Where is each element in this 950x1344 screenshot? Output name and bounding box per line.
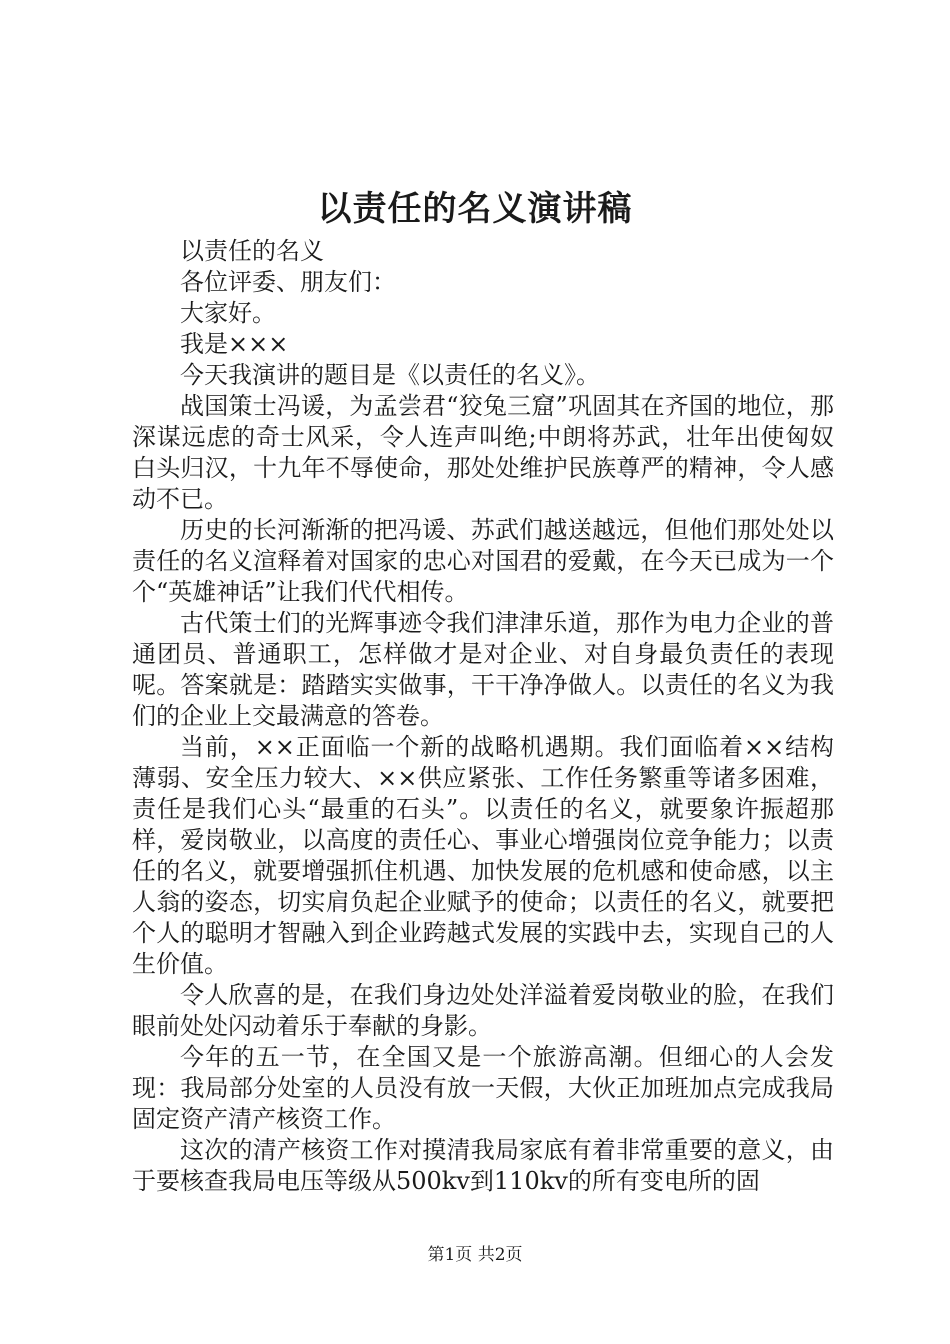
paragraph: 今天我演讲的题目是《以责任的名义》。 xyxy=(180,361,600,389)
paragraph: 大家好。 xyxy=(180,299,276,327)
paragraph: 各位评委、朋友们： xyxy=(180,268,396,296)
paragraph: 当前，××正面临一个新的战略机遇期。我们面临着××结构薄弱、安全压力较大、××供应紧张、工作任务繁重等诸多困难，责任是我们心头“最重的石头”。以责任的名义，就要象许振超那样，爱岗敬业，以高度的责任心、事业心增强岗位竞争能力；以责任的名义，就要增强抓住机遇、加快发展的危机感和使命感，以主人翁的姿态，切实肩负起企业赋予的使命；以责任的名义，就要把个人的聪明才智融入到企业跨越式发展的实践中去，实现自己的人生价值。 xyxy=(132,733,834,978)
document-title: 以责任的名义演讲稿 xyxy=(317,189,633,229)
paragraph: 战国策士冯谖，为孟尝君“狡兔三窟”巩固其在齐国的地位，那深谋远虑的奇士风采，令人连声叫绝;中朗将苏武，壮年出使匈奴白头归汉，十九年不辱使命，那处处维护民族尊严的精神，令人感动不已。 xyxy=(132,392,834,513)
paragraph: 以责任的名义 xyxy=(180,237,324,265)
paragraph: 今年的五一节，在全国又是一个旅游高潮。但细心的人会发现：我局部分处室的人员没有放一天假，大伙正加班加点完成我局固定资产清产核资工作。 xyxy=(132,1043,834,1133)
paragraph: 我是××× xyxy=(180,330,289,358)
document-body xyxy=(132,236,834,1197)
paragraph: 历史的长河渐渐的把冯谖、苏武们越送越远，但他们那处处以责任的名义渲释着对国家的忠心对国君的爱戴，在今天已成为一个个“英雄神话”让我们代代相传。 xyxy=(132,516,834,606)
paragraph: 令人欣喜的是，在我们身边处处洋溢着爱岗敬业的脸，在我们眼前处处闪动着乐于奉献的身影。 xyxy=(132,981,834,1040)
paragraph: 古代策士们的光辉事迹令我们津津乐道，那作为电力企业的普通团员、普通职工，怎样做才是对企业、对自身最负责任的表现呢。答案就是：踏踏实实做事，干干净净做人。以责任的名义为我们的企业上交最满意的答卷。 xyxy=(132,609,834,730)
page-footer: 第1页 共2页 xyxy=(427,1245,523,1265)
paragraph: 这次的清产核资工作对摸清我局家底有着非常重要的意义，由于要核查我局电压等级从500kv到110kv的所有变电所的固 xyxy=(132,1136,834,1195)
